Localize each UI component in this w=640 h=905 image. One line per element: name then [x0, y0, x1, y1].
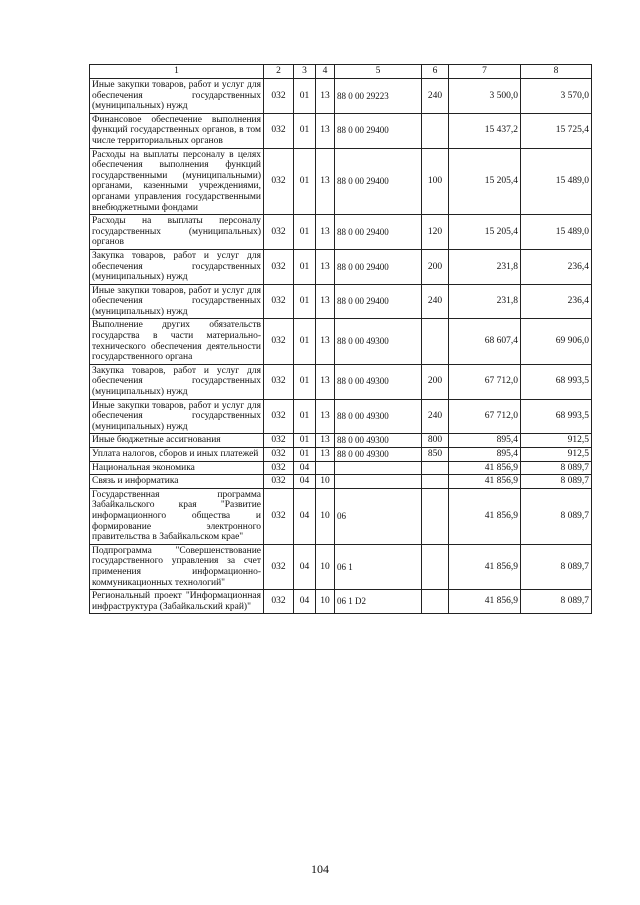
row-value-cell: 41 856,9 — [449, 475, 521, 489]
row-type-cell: 240 — [422, 79, 449, 114]
row-code-cell: 032 — [264, 544, 294, 589]
table-row — [90, 319, 592, 364]
row-section-cell: 01 — [294, 148, 316, 215]
row-value-cell: 41 856,9 — [449, 461, 521, 475]
row-name-cell: Расходы на выплаты персоналу в целях обеспечения выполнения функций государственными (муниципальными) органами, казенными учреждениями, органами управления государственными внебюджетными фондами — [90, 148, 264, 215]
row-subsection-cell: 13 — [316, 399, 335, 434]
row-code-cell: 032 — [264, 448, 294, 462]
row-type-cell: 850 — [422, 448, 449, 462]
row-target-cell — [335, 461, 422, 475]
row-target-cell: 88 0 00 29400 — [335, 284, 422, 319]
table-row — [90, 590, 592, 614]
row-name-cell: Связь и информатика — [90, 475, 264, 489]
row-value-cell: 236,4 — [521, 249, 592, 284]
row-name-cell: Иные закупки товаров, работ и услуг для обеспечения государственных (муниципальных) нужд — [90, 399, 264, 434]
row-value-cell: 15 489,0 — [521, 148, 592, 215]
row-value-cell: 68 993,5 — [521, 364, 592, 399]
column-header: 3 — [294, 65, 316, 79]
row-section-cell: 01 — [294, 249, 316, 284]
row-section-cell: 01 — [294, 364, 316, 399]
table-row — [90, 488, 592, 544]
column-header: 8 — [521, 65, 592, 79]
row-value-cell: 8 089,7 — [521, 590, 592, 614]
row-code-cell: 032 — [264, 461, 294, 475]
row-target-cell: 88 0 00 29400 — [335, 113, 422, 148]
table-row — [90, 79, 592, 114]
table-row — [90, 364, 592, 399]
row-type-cell: 200 — [422, 364, 449, 399]
row-name-cell: Расходы на выплаты персоналу государственных (муниципальных) органов — [90, 215, 264, 250]
row-subsection-cell: 10 — [316, 590, 335, 614]
row-type-cell — [422, 544, 449, 589]
column-header: 5 — [335, 65, 422, 79]
row-name-cell: Национальная экономика — [90, 461, 264, 475]
row-subsection-cell: 10 — [316, 475, 335, 489]
row-type-cell — [422, 488, 449, 544]
row-subsection-cell: 13 — [316, 113, 335, 148]
row-value-cell: 8 089,7 — [521, 461, 592, 475]
page-number: 104 — [311, 862, 329, 876]
row-value-cell: 68 993,5 — [521, 399, 592, 434]
row-code-cell: 032 — [264, 249, 294, 284]
row-code-cell: 032 — [264, 79, 294, 114]
row-subsection-cell: 13 — [316, 364, 335, 399]
table-row — [90, 284, 592, 319]
row-section-cell: 04 — [294, 461, 316, 475]
table-row — [90, 249, 592, 284]
row-value-cell: 3 500,0 — [449, 79, 521, 114]
row-target-cell: 88 0 00 49300 — [335, 399, 422, 434]
row-type-cell: 120 — [422, 215, 449, 250]
row-section-cell: 01 — [294, 434, 316, 448]
row-subsection-cell — [316, 461, 335, 475]
row-value-cell: 41 856,9 — [449, 488, 521, 544]
row-type-cell — [422, 113, 449, 148]
table-header-row — [90, 65, 592, 79]
row-target-cell: 88 0 00 49300 — [335, 434, 422, 448]
row-value-cell: 15 489,0 — [521, 215, 592, 250]
row-value-cell: 41 856,9 — [449, 544, 521, 589]
row-code-cell: 032 — [264, 590, 294, 614]
row-type-cell — [422, 475, 449, 489]
table-row — [90, 475, 592, 489]
row-value-cell: 912,5 — [521, 448, 592, 462]
row-name-cell: Финансовое обеспечение выполнения функций государственных органов, в том числе территориальных органов — [90, 113, 264, 148]
row-value-cell: 231,8 — [449, 249, 521, 284]
row-name-cell: Региональный проект "Информационная инфраструктура (Забайкальский край)" — [90, 590, 264, 614]
row-value-cell: 231,8 — [449, 284, 521, 319]
row-value-cell: 3 570,0 — [521, 79, 592, 114]
row-value-cell: 8 089,7 — [521, 475, 592, 489]
row-subsection-cell: 13 — [316, 319, 335, 364]
row-type-cell — [422, 461, 449, 475]
row-name-cell: Выполнение других обязательств государства в части материально-технического обеспечения деятельности государственного органа — [90, 319, 264, 364]
row-section-cell: 01 — [294, 79, 316, 114]
table-row — [90, 461, 592, 475]
row-section-cell: 01 — [294, 448, 316, 462]
table-row — [90, 148, 592, 215]
row-target-cell: 06 1 D2 — [335, 590, 422, 614]
row-type-cell: 800 — [422, 434, 449, 448]
row-code-cell: 032 — [264, 113, 294, 148]
row-subsection-cell: 13 — [316, 148, 335, 215]
row-target-cell: 88 0 00 29400 — [335, 148, 422, 215]
row-target-cell: 06 — [335, 488, 422, 544]
row-name-cell: Закупка товаров, работ и услуг для обеспечения государственных (муниципальных) нужд — [90, 249, 264, 284]
row-code-cell: 032 — [264, 148, 294, 215]
row-value-cell: 8 089,7 — [521, 544, 592, 589]
row-code-cell: 032 — [264, 488, 294, 544]
table-row — [90, 448, 592, 462]
row-code-cell: 032 — [264, 215, 294, 250]
row-subsection-cell: 13 — [316, 249, 335, 284]
row-value-cell: 895,4 — [449, 434, 521, 448]
row-target-cell: 88 0 00 29400 — [335, 215, 422, 250]
row-section-cell: 04 — [294, 544, 316, 589]
row-target-cell: 88 0 00 49300 — [335, 364, 422, 399]
row-type-cell: 200 — [422, 249, 449, 284]
row-code-cell: 032 — [264, 399, 294, 434]
column-header: 4 — [316, 65, 335, 79]
row-subsection-cell: 10 — [316, 488, 335, 544]
column-header: 1 — [90, 65, 264, 79]
row-value-cell: 69 906,0 — [521, 319, 592, 364]
row-type-cell: 240 — [422, 284, 449, 319]
column-header: 6 — [422, 65, 449, 79]
row-value-cell: 15 437,2 — [449, 113, 521, 148]
row-value-cell: 67 712,0 — [449, 399, 521, 434]
row-section-cell: 04 — [294, 475, 316, 489]
row-value-cell: 15 205,4 — [449, 148, 521, 215]
budget-table — [89, 64, 592, 614]
row-value-cell: 15 725,4 — [521, 113, 592, 148]
table-row — [90, 544, 592, 589]
row-value-cell: 912,5 — [521, 434, 592, 448]
row-target-cell: 06 1 — [335, 544, 422, 589]
row-name-cell: Иные закупки товаров, работ и услуг для обеспечения государственных (муниципальных) нужд — [90, 79, 264, 114]
table-row — [90, 215, 592, 250]
row-name-cell: Иные бюджетные ассигнования — [90, 434, 264, 448]
row-value-cell: 895,4 — [449, 448, 521, 462]
row-name-cell: Уплата налогов, сборов и иных платежей — [90, 448, 264, 462]
row-target-cell: 88 0 00 49300 — [335, 448, 422, 462]
row-subsection-cell: 10 — [316, 544, 335, 589]
row-value-cell: 41 856,9 — [449, 590, 521, 614]
row-code-cell: 032 — [264, 475, 294, 489]
row-type-cell — [422, 590, 449, 614]
row-target-cell — [335, 475, 422, 489]
row-target-cell: 88 0 00 29400 — [335, 249, 422, 284]
row-section-cell: 04 — [294, 488, 316, 544]
row-subsection-cell: 13 — [316, 79, 335, 114]
row-name-cell: Подпрограмма "Совершенствование государственного управления за счет применения информационно-коммуникационных технологий" — [90, 544, 264, 589]
row-value-cell: 8 089,7 — [521, 488, 592, 544]
row-type-cell — [422, 319, 449, 364]
row-value-cell: 15 205,4 — [449, 215, 521, 250]
row-subsection-cell: 13 — [316, 434, 335, 448]
table-row — [90, 399, 592, 434]
row-code-cell: 032 — [264, 319, 294, 364]
row-name-cell: Закупка товаров, работ и услуг для обеспечения государственных (муниципальных) нужд — [90, 364, 264, 399]
row-type-cell: 100 — [422, 148, 449, 215]
row-section-cell: 01 — [294, 215, 316, 250]
row-code-cell: 032 — [264, 364, 294, 399]
row-section-cell: 01 — [294, 113, 316, 148]
row-name-cell: Государственная программа Забайкальского края "Развитие информационного общества и формирование электронного правительства в Забайкальском крае" — [90, 488, 264, 544]
table-row — [90, 434, 592, 448]
column-header: 7 — [449, 65, 521, 79]
row-code-cell: 032 — [264, 434, 294, 448]
row-subsection-cell: 13 — [316, 284, 335, 319]
row-subsection-cell: 13 — [316, 215, 335, 250]
row-value-cell: 67 712,0 — [449, 364, 521, 399]
row-target-cell: 88 0 00 49300 — [335, 319, 422, 364]
row-section-cell: 04 — [294, 590, 316, 614]
row-section-cell: 01 — [294, 319, 316, 364]
row-section-cell: 01 — [294, 284, 316, 319]
row-name-cell: Иные закупки товаров, работ и услуг для обеспечения государственных (муниципальных) нужд — [90, 284, 264, 319]
row-subsection-cell: 13 — [316, 448, 335, 462]
table-row — [90, 113, 592, 148]
row-type-cell: 240 — [422, 399, 449, 434]
row-value-cell: 236,4 — [521, 284, 592, 319]
row-code-cell: 032 — [264, 284, 294, 319]
row-target-cell: 88 0 00 29223 — [335, 79, 422, 114]
column-header: 2 — [264, 65, 294, 79]
row-section-cell: 01 — [294, 399, 316, 434]
row-value-cell: 68 607,4 — [449, 319, 521, 364]
